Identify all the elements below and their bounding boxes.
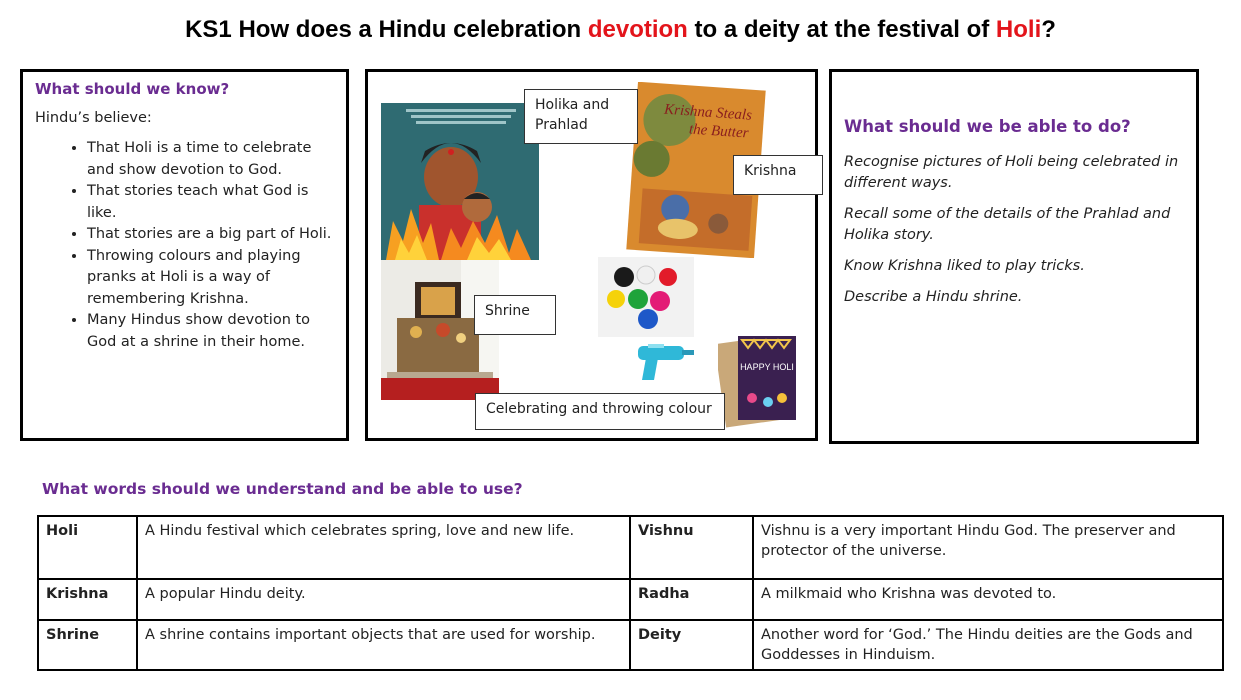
do-item: Describe a Hindu shrine. (844, 289, 1023, 305)
definition-cell: A shrine contains important objects that are used for worship. (137, 620, 630, 670)
definition-cell: A popular Hindu deity. (137, 579, 630, 620)
coloured-powder-image (598, 257, 694, 337)
book-title-line1: Krishna Steals (663, 101, 753, 124)
list-item: • That Holi is a time to celebrate and show devotion to God. (87, 138, 334, 181)
term-cell: Deity (630, 620, 753, 670)
table-row (38, 620, 1223, 670)
do-heading: What should we be able to do? (844, 117, 1131, 136)
definition-cell: A milkmaid who Krishna was devoted to. (753, 579, 1223, 620)
know-list (35, 138, 334, 353)
do-box (829, 69, 1199, 444)
know-heading: What should we know? (35, 80, 230, 98)
book-title-line2: the Butter (688, 121, 750, 142)
term-cell: Krishna (38, 579, 137, 620)
list-item: • That stories are a big part of Holi. (87, 224, 334, 246)
label-holika-prahlad: Holika and Prahlad (524, 89, 638, 144)
term-cell: Shrine (38, 620, 137, 670)
know-lead: Hindu’s believe: (35, 110, 152, 126)
words-heading: What words should we understand and be able to use? (42, 480, 523, 498)
term-cell: Holi (38, 516, 137, 579)
definition-cell: Another word for ‘God.’ The Hindu deities are the Gods and Goddesses in Hinduism. (753, 620, 1223, 670)
table-row (38, 579, 1223, 620)
definition-cell: Vishnu is a very important Hindu God. The preserver and protector of the universe. (753, 516, 1223, 579)
pictures-box (365, 69, 818, 441)
happy-holi-card-image (718, 332, 800, 428)
list-item: • Many Hindus show devotion to God at a shrine in their home. (87, 310, 334, 353)
list-item: • Throwing colours and playing pranks at Holi is a way of remembering Krishna. (87, 246, 334, 311)
do-item: Recall some of the details of the Prahlad and Holika story. (844, 206, 1171, 243)
term-cell: Radha (630, 579, 753, 620)
term-cell: Vishnu (630, 516, 753, 579)
label-celebrating-colour: Celebrating and throwing colour (475, 393, 725, 430)
water-gun-image (634, 340, 696, 384)
definition-cell: A Hindu festival which celebrates spring, love and new life. (137, 516, 630, 579)
label-krishna: Krishna (733, 155, 823, 195)
holika-prahlad-image (381, 103, 539, 260)
do-item: Know Krishna liked to play tricks. (844, 258, 1085, 274)
vocabulary-table (37, 515, 1224, 671)
card-text: HAPPY HOLI (740, 362, 794, 372)
page-title: KS1 How does a Hindu celebration devotion to a deity at the festival of Holi? (185, 16, 1056, 43)
table-row (38, 516, 1223, 579)
do-item: Recognise pictures of Holi being celebrated in different ways. (844, 154, 1179, 191)
label-shrine: Shrine (474, 295, 556, 335)
know-box (20, 69, 349, 441)
list-item: • That stories teach what God is like. (87, 181, 334, 224)
